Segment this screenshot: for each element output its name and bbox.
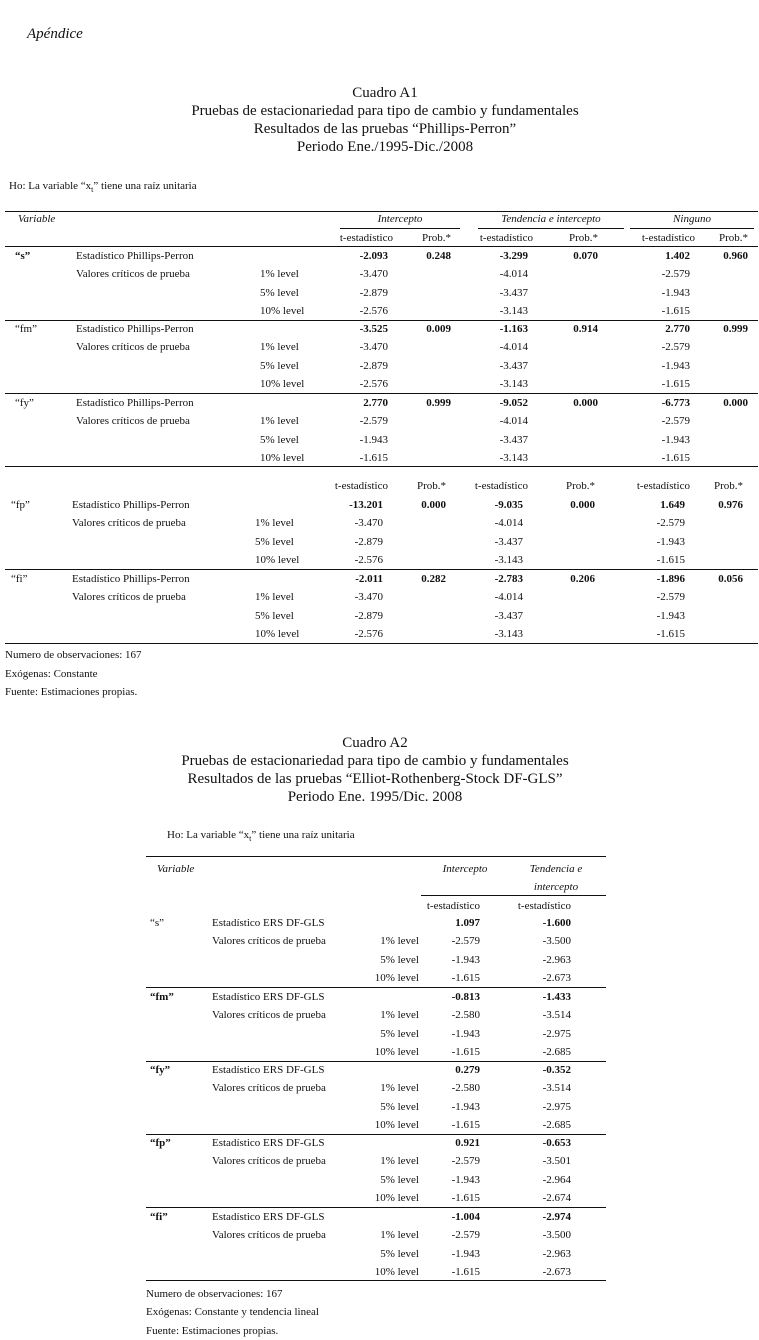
a2-note: Numero de observaciones: 167 [146, 1288, 283, 1300]
a1-crit-value: -2.579 [656, 591, 685, 604]
a1-crit-value: -2.879 [354, 535, 383, 548]
a1-level-label: 1% level [260, 415, 299, 428]
a1-level-label: 5% level [255, 609, 294, 622]
a2-var-name: “s” [150, 917, 165, 929]
a2-stat-label: Estadístico ERS DF-GLS [212, 991, 325, 1003]
a1-crit-value: -1.615 [656, 553, 685, 566]
a1-subhead-prob: Prob.* [565, 480, 595, 492]
a2-crit-value: -1.943 [451, 953, 480, 966]
a1-head-rule [5, 246, 758, 247]
a2-crit-value: -1.943 [451, 1027, 480, 1040]
a2-crit-value: -3.501 [542, 1155, 571, 1168]
a1-level-label: 10% level [260, 304, 305, 317]
a2-crit-value: -2.975 [542, 1027, 571, 1040]
a1-level-label: 1% level [255, 591, 294, 604]
a2-level-label: 10% level [374, 1045, 419, 1058]
a1-level-label: 10% level [260, 377, 305, 390]
a1-crit-value: -2.579 [661, 268, 690, 281]
a1-crit-value: -1.943 [661, 433, 690, 446]
a2-level-label: 1% level [380, 935, 419, 948]
a2-col-intercepto: Intercepto [442, 863, 488, 875]
a1-crit-value: -3.143 [499, 451, 528, 464]
a1-level-label: 1% level [255, 517, 294, 530]
a1-crit-value: -2.579 [661, 341, 690, 354]
a2-title-1: Pruebas de estacionariedad para tipo de cambio y fundamentales [181, 753, 569, 769]
a2-crit-value: -1.615 [451, 1265, 480, 1278]
a2-crit-value: -1.943 [451, 1247, 480, 1260]
a2-level-label: 5% level [380, 1173, 419, 1186]
a2-level-label: 1% level [380, 1155, 419, 1168]
a1-crit-value: -2.579 [656, 517, 685, 530]
a1-level-label: 10% level [255, 553, 300, 566]
a1-stat-label: Estadístico Phillips-Perron [76, 323, 194, 335]
a1-sep-rule [5, 320, 758, 321]
a2-level-label: 5% level [380, 1027, 419, 1040]
a1-stat-value: 0.009 [426, 323, 451, 335]
a2-crit-value: -3.514 [542, 1009, 571, 1022]
a1-stat-value: 0.206 [570, 573, 595, 585]
a2-stat-label: Estadístico ERS DF-GLS [212, 1064, 325, 1076]
a1-crit-value: -1.943 [661, 286, 690, 299]
a1-crit-label: Valores críticos de prueba [72, 517, 186, 530]
a2-level-label: 1% level [380, 1229, 419, 1242]
a1-stat-label: Estadístico Phillips-Perron [72, 499, 190, 511]
a2-stat-value: -0.352 [542, 1064, 571, 1076]
a1-crit-value: -1.615 [656, 627, 685, 640]
a2-level-label: 1% level [380, 1009, 419, 1022]
a2-var-name: “fm” [150, 991, 174, 1003]
a2-col-tendencia-2: intercepto [533, 881, 579, 893]
a2-crit-value: -3.500 [542, 1229, 571, 1242]
a1-level-label: 10% level [260, 451, 305, 464]
a1-stat-value: -13.201 [349, 499, 383, 511]
a1-group-rule [630, 228, 754, 229]
a1-crit-value: -4.014 [499, 415, 528, 428]
a2-level-label: 10% level [374, 1118, 419, 1131]
a2-crit-value: -3.514 [542, 1082, 571, 1095]
a1-stat-value: 0.000 [573, 397, 598, 409]
a2-stat-value: 1.097 [455, 917, 480, 929]
a2-col-variable: Variable [157, 863, 195, 875]
a2-crit-value: -1.943 [451, 1173, 480, 1186]
a2-stat-value: -0.813 [451, 991, 480, 1003]
a2-level-label: 10% level [374, 971, 419, 984]
a1-stat-value: 0.000 [570, 499, 595, 511]
a2-level-label: 5% level [380, 1100, 419, 1113]
a1-var-name: “fp” [11, 499, 30, 511]
a1-col-variable: Variable [18, 213, 56, 225]
a2-title-2: Resultados de las pruebas “Elliot-Rothenberg-Stock DF-GLS” [187, 771, 563, 787]
a2-var-name: “fy” [150, 1064, 171, 1076]
a2-stat-value: -2.974 [542, 1211, 571, 1223]
a1-level-label: 1% level [260, 341, 299, 354]
a2-level-label: 5% level [380, 1247, 419, 1260]
a2-sep-rule [146, 1207, 606, 1208]
a1-group-rule [340, 228, 460, 229]
a1-crit-value: -4.014 [494, 517, 523, 530]
a1-crit-value: -1.943 [661, 359, 690, 372]
a2-crit-value: -2.579 [451, 1155, 480, 1168]
a2-stat-value: 0.279 [455, 1064, 480, 1076]
a2-crit-value: -1.943 [451, 1100, 480, 1113]
a2-var-name: “fp” [150, 1137, 171, 1149]
a2-note: Exógenas: Constante y tendencia lineal [146, 1306, 319, 1319]
a1-crit-value: -4.014 [494, 591, 523, 604]
a1-level-label: 5% level [255, 535, 294, 548]
a1-stat-value: 0.960 [723, 250, 748, 262]
a1-crit-value: -3.143 [499, 377, 528, 390]
a1-stat-value: -9.052 [499, 397, 528, 409]
a2-crit-label: Valores críticos de prueba [212, 935, 326, 948]
a2-stat-label: Estadístico ERS DF-GLS [212, 1137, 325, 1149]
a1-crit-value: -2.579 [359, 415, 388, 428]
a1-stat-value: 0.999 [723, 323, 748, 335]
a1-note: Exógenas: Constante [5, 667, 98, 680]
a1-note: Fuente: Estimaciones propias. [5, 686, 138, 698]
a1-crit-value: -2.579 [661, 415, 690, 428]
a2-subhead-t2: t-estadístico [517, 900, 571, 912]
a1-crit-value: -3.437 [499, 286, 528, 299]
a1-crit-label: Valores críticos de prueba [76, 268, 190, 281]
a1-hypothesis: Ho: La variable “$x_t$” tiene una raíz unitaria [9, 180, 197, 195]
a2-subhead-t: t-estadístico [426, 900, 480, 912]
appendix-header: Apéndice [27, 26, 83, 42]
a1-subhead-t: t-estadístico [339, 232, 393, 244]
a1-stat-value: 1.649 [660, 499, 685, 511]
a1-subhead-prob: Prob.* [568, 232, 598, 244]
a2-top-rule [146, 856, 606, 857]
a1-crit-value: -2.576 [359, 304, 388, 317]
a1-crit-value: -2.576 [354, 553, 383, 566]
a2-crit-label: Valores críticos de prueba [212, 1229, 326, 1242]
a1-title-3: Periodo Ene./1995-Dic./2008 [296, 139, 474, 155]
a1-crit-value: -1.943 [656, 609, 685, 622]
a2-crit-value: -2.685 [542, 1045, 571, 1058]
a2-crit-label: Valores críticos de prueba [212, 1082, 326, 1095]
a1-subhead-prob: Prob.* [421, 232, 451, 244]
a2-crit-value: -2.964 [542, 1173, 571, 1186]
a1-stat-value: -2.093 [359, 250, 388, 262]
a2-stat-value: -0.653 [542, 1137, 571, 1149]
a1-stat-value: -1.896 [656, 573, 685, 585]
a2-stat-value: 0.921 [455, 1137, 480, 1149]
a1-group-rule [478, 228, 624, 229]
a1-crit-value: -2.576 [359, 377, 388, 390]
a1-col-group: Ninguno [673, 213, 711, 225]
a1-level-label: 10% level [255, 627, 300, 640]
a1-level-label: 5% level [260, 359, 299, 372]
a2-col-tendencia: Tendencia e [529, 863, 583, 875]
a1-stat-value: -2.783 [494, 573, 523, 585]
a1-crit-value: -3.437 [499, 433, 528, 446]
a2-crit-value: -2.580 [451, 1082, 480, 1095]
a1-subhead-prob: Prob.* [713, 480, 743, 492]
a1-stat-value: 0.056 [718, 573, 743, 585]
a2-crit-value: -2.685 [542, 1118, 571, 1131]
a2-level-label: 10% level [374, 1265, 419, 1278]
a2-crit-value: -2.673 [542, 971, 571, 984]
a2-stat-value: -1.004 [451, 1211, 480, 1223]
a1-title-2: Resultados de las pruebas “Phillips-Perron” [253, 121, 517, 137]
a1-title-0: Cuadro A1 [352, 85, 418, 101]
a2-crit-value: -2.580 [451, 1009, 480, 1022]
a1-crit-value: -1.615 [661, 304, 690, 317]
a2-crit-value: -2.579 [451, 1229, 480, 1242]
a2-sep-rule [146, 1061, 606, 1062]
a1-crit-value: -3.437 [494, 609, 523, 622]
a1-crit-value: -2.576 [354, 627, 383, 640]
a2-stat-label: Estadístico ERS DF-GLS [212, 917, 325, 929]
a1-stat-value: 2.770 [363, 397, 388, 409]
a1-level-label: 5% level [260, 433, 299, 446]
a1-stat-value: -2.011 [355, 573, 383, 585]
a1-stat-value: -1.163 [499, 323, 528, 335]
a2-crit-value: -1.615 [451, 1191, 480, 1204]
a2-level-label: 5% level [380, 953, 419, 966]
a1-subhead-t: t-estadístico [641, 232, 695, 244]
a2-hypothesis: Ho: La variable “$x_t$” tiene una raíz unitaria [167, 829, 355, 844]
a1-sep-rule [5, 393, 758, 394]
a2-var-name: “fi” [150, 1211, 168, 1223]
a2-note: Fuente: Estimaciones propias. [146, 1324, 279, 1337]
a1-stat-value: 1.402 [665, 250, 690, 262]
a1-bottom-rule [5, 643, 758, 644]
a1-crit-label: Valores críticos de prueba [72, 591, 186, 604]
a2-bottom-rule [146, 1280, 606, 1281]
a1-var-name: “fm” [15, 323, 37, 335]
a1-stat-value: 0.282 [421, 573, 446, 585]
a1-var-name: “fy” [15, 397, 34, 409]
a2-crit-label: Valores críticos de prueba [212, 1009, 326, 1022]
a1-crit-value: -3.143 [499, 304, 528, 317]
a1-stat-value: 0.248 [426, 250, 451, 262]
a1-crit-label: Valores críticos de prueba [76, 415, 190, 428]
a1-title-1: Pruebas de estacionariedad para tipo de cambio y fundamentales [191, 103, 579, 119]
a1-crit-value: -2.879 [359, 286, 388, 299]
a1-stat-value: 0.914 [573, 323, 598, 335]
a2-level-label: 1% level [380, 1082, 419, 1095]
a1-stat-value: -3.525 [359, 323, 388, 335]
a1-stat-value: -9.035 [494, 499, 523, 511]
a2-crit-value: -1.615 [451, 971, 480, 984]
a1-stat-label: Estadístico Phillips-Perron [72, 573, 190, 585]
a1-var-name: “fi” [11, 573, 28, 585]
a1-crit-value: -2.879 [354, 609, 383, 622]
a2-sep-rule [146, 987, 606, 988]
a1-subhead-prob: Prob.* [718, 232, 748, 244]
a1-stat-value: 0.976 [718, 499, 743, 511]
a2-stat-label: Estadístico ERS DF-GLS [212, 1211, 325, 1223]
a1-col-group: Tendencia e intercepto [501, 213, 601, 225]
a1-crit-value: -3.437 [494, 535, 523, 548]
a1-crit-value: -1.615 [661, 451, 690, 464]
a1-level-label: 1% level [260, 268, 299, 281]
a2-crit-value: -3.500 [542, 935, 571, 948]
a1-stat-value: 0.070 [573, 250, 598, 262]
a1-crit-value: -3.470 [359, 268, 388, 281]
a1-stat-value: 0.999 [426, 397, 451, 409]
a1-stat-value: -6.773 [661, 397, 690, 409]
a1-crit-value: -3.470 [359, 341, 388, 354]
a1-stat-value: 0.000 [723, 397, 748, 409]
a2-crit-value: -2.975 [542, 1100, 571, 1113]
a2-crit-label: Valores críticos de prueba [212, 1155, 326, 1168]
a1-note: Numero de observaciones: 167 [5, 649, 142, 661]
a1-var-name: “s” [15, 250, 31, 262]
a2-crit-value: -2.674 [542, 1191, 571, 1204]
a1-crit-value: -2.879 [359, 359, 388, 372]
a1-sep-rule [5, 569, 758, 570]
a2-crit-value: -1.615 [451, 1118, 480, 1131]
a2-title-3: Periodo Ene. 1995/Dic. 2008 [287, 789, 463, 805]
a1-subhead-prob: Prob.* [416, 480, 446, 492]
a2-crit-value: -1.615 [451, 1045, 480, 1058]
a1-subhead-t: t-estadístico [479, 232, 533, 244]
a1-crit-value: -1.943 [656, 535, 685, 548]
a1-col-group: Intercepto [377, 213, 423, 225]
a1-crit-value: -1.943 [359, 433, 388, 446]
a1-crit-value: -1.615 [661, 377, 690, 390]
a1-crit-value: -3.470 [354, 591, 383, 604]
a2-level-label: 10% level [374, 1191, 419, 1204]
a1-crit-value: -1.615 [359, 451, 388, 464]
a1-top-rule [5, 211, 758, 212]
a2-stat-value: -1.433 [542, 991, 571, 1003]
a2-crit-value: -2.673 [542, 1265, 571, 1278]
a1-crit-label: Valores críticos de prueba [76, 341, 190, 354]
a1-stat-label: Estadístico Phillips-Perron [76, 250, 194, 262]
a1-subhead-t: t-estadístico [474, 480, 528, 492]
a1-crit-value: -3.470 [354, 517, 383, 530]
a2-crit-value: -2.963 [542, 953, 571, 966]
a1-crit-value: -3.437 [499, 359, 528, 372]
a1-stat-value: -3.299 [499, 250, 528, 262]
a2-stat-value: -1.600 [542, 917, 571, 929]
a1-stat-value: 2.770 [665, 323, 690, 335]
a1-crit-value: -4.014 [499, 268, 528, 281]
a2-head-rule [421, 895, 606, 896]
a1-subhead-t: t-estadístico [334, 480, 388, 492]
a2-title-0: Cuadro A2 [342, 735, 408, 751]
a2-sep-rule [146, 1134, 606, 1135]
a1-stat-label: Estadístico Phillips-Perron [76, 397, 194, 409]
a2-crit-value: -2.963 [542, 1247, 571, 1260]
a1-subhead-t: t-estadístico [636, 480, 690, 492]
a1-crit-value: -3.143 [494, 627, 523, 640]
a1-crit-value: -3.143 [494, 553, 523, 566]
a1-crit-value: -4.014 [499, 341, 528, 354]
a1-level-label: 5% level [260, 286, 299, 299]
a1-stat-value: 0.000 [421, 499, 446, 511]
a2-crit-value: -2.579 [451, 935, 480, 948]
a1-sep-rule [5, 466, 758, 467]
